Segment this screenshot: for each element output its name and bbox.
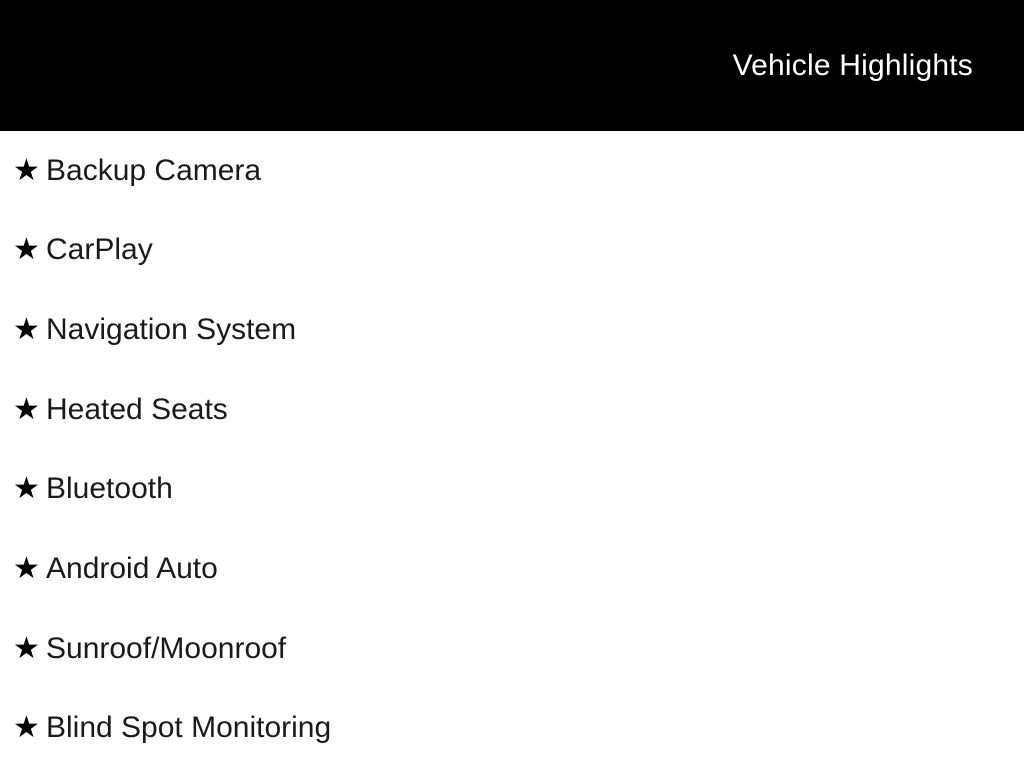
list-item: [0, 370, 1024, 450]
list-item: [0, 211, 1024, 291]
highlight-label: Android Auto: [46, 551, 218, 585]
list-item: [0, 450, 1024, 530]
star-icon: ★: [13, 312, 40, 348]
highlight-label: Heated Seats: [46, 392, 228, 426]
highlight-label: Sunroof/Moonroof: [46, 631, 287, 665]
header-bar: [0, 0, 1024, 131]
list-item: [0, 529, 1024, 609]
highlight-label: Backup Camera: [46, 153, 262, 187]
list-item: [0, 688, 1024, 768]
list-item: [0, 609, 1024, 689]
star-icon: ★: [13, 630, 40, 666]
list-item: [0, 290, 1024, 370]
highlight-label: Bluetooth: [46, 472, 173, 506]
highlight-label: Navigation System: [46, 313, 297, 347]
star-icon: ★: [13, 710, 40, 746]
highlight-label: Blind Spot Monitoring: [46, 711, 332, 745]
list-item: [0, 131, 1024, 211]
star-icon: ★: [13, 232, 40, 268]
star-icon: ★: [13, 391, 40, 427]
page-title: Vehicle Highlights: [732, 48, 973, 82]
star-icon: ★: [13, 152, 40, 188]
highlight-label: CarPlay: [46, 233, 153, 267]
star-icon: ★: [13, 550, 40, 586]
star-icon: ★: [13, 471, 40, 507]
highlights-list: [0, 131, 1024, 768]
